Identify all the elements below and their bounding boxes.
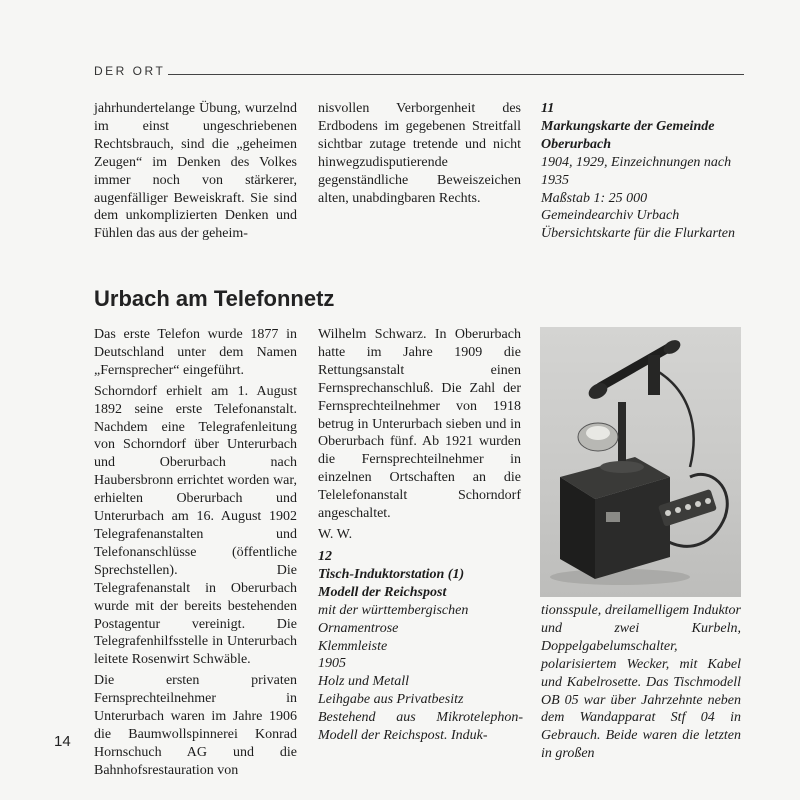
top-text-column-1 <box>94 100 297 243</box>
header-rule <box>168 74 744 75</box>
caption-11 <box>541 100 751 243</box>
section-heading: Urbach am Telefonnetz <box>94 286 335 311</box>
caption-11-title-line-1: Markungskarte der Gemeinde <box>541 118 715 134</box>
caption-11-number: 11 <box>541 101 555 116</box>
body-column-3: tionsspule, dreilamelligem Induktor und zwei Kurbeln, Doppelgabelumschalter, polarisiertem Wecker, mit Kabel und Kabelrosette. Das Tischmodell OB 05 war über Jahrzehnte neben dem Wandapparat Stf 04 in Gebrauch. Beide waren die letzten in großen <box>541 603 741 762</box>
telephone-photo <box>540 327 741 597</box>
caption-12-description: Bestehend aus Mikrotelephon-Modell der Reichspost. Induk- <box>318 710 523 744</box>
telephone-illustration <box>540 327 741 597</box>
caption-12-line-1: mit der württembergischen <box>318 602 469 618</box>
col1-paragraph-3: Die ersten privaten Fernsprechteilnehmer in Unterurbach waren im Jahre 1906 die Baumwollspinnerei Konrad Hornschuch AG und die Bahnhofsrestauration von <box>94 673 297 778</box>
col2-initials: W. W. <box>318 526 353 542</box>
caption-12-title-line-2: Modell der Reichspost <box>318 584 447 600</box>
page-number: 14 <box>54 733 71 750</box>
col1-paragraph-1: Das erste Telefon wurde 1877 in Deutschland unter dem Namen „Fernsprecher“ eingeführt. <box>94 327 297 378</box>
caption-11-archive: Gemeindearchiv Urbach <box>541 208 680 224</box>
caption-11-date-line-1: 1904, 1929, Einzeichnungen nach <box>541 154 732 170</box>
caption-12-line-5: Holz und Metall <box>318 674 409 690</box>
caption-11-title-line-2: Oberurbach <box>541 136 612 152</box>
col2-paragraph-1: Wilhelm Schwarz. In Oberurbach hatte im Jahre 1909 die Rettungsanstalt einen Fernsprechanschluß. Die Zahl der Fernsprechteilnehmer von 1918 betrug in Unterurbach sieben und in Oberurbach fünf. Ab 1921 wurden die Fernsprechteilnehmer in einzelnen Ortschaften an die Telelefonanstalt Schorndorf angeschaltet. <box>318 327 521 522</box>
top-paragraph-2: nisvollen Verborgenheit des Erdbodens im gegebenen Streitfall sichtbar zutage tretende und nicht hinwegzudisputierende gegenständliche Beweiszeichen alten, unabdingbaren Rechts. <box>318 101 521 206</box>
caption-12-title-line-1: Tisch-Induktorstation (1) <box>318 566 465 582</box>
caption-12 <box>318 548 528 745</box>
top-text-column-2 <box>318 100 521 207</box>
running-header: DER ORT <box>94 64 166 78</box>
caption-11-scale: Maßstab 1: 25 000 <box>541 190 648 206</box>
caption-12-number: 12 <box>318 549 332 564</box>
caption-11-date-line-2: 1935 <box>541 172 569 188</box>
caption-12-line-4: 1905 <box>318 656 346 672</box>
caption-11-subject: Übersichtskarte für die Flurkarten <box>541 226 736 242</box>
caption-12-line-2: Ornamentrose <box>318 620 399 636</box>
caption-12-line-6: Leihgabe aus Privatbesitz <box>318 692 464 708</box>
caption-12-line-3: Klemmleiste <box>318 638 388 654</box>
body-column-2 <box>318 326 521 544</box>
col1-paragraph-2: Schorndorf erhielt am 1. August 1892 seine erste Telefonanstalt. Nachdem eine Telegrafenleitung von Schorndorf über Unterurbach und Oberurbach nach Haubersbronn errichtet worden war, erhielten Oberurbach und Unterurbach am 16. August 1902 Telegrafenanstalten und Telefonanschlüsse (öffentliche Sprechstellen). Die Telegrafenanstalt in Oberurbach wurde mit der bereits bestehenden Postagentur vereinigt. Die Telegrafenhilfsstelle in Unterurbach leitete Rosenwirt Schwäble. <box>94 383 297 668</box>
top-paragraph-1: jahrhundertelange Übung, wurzelnd im einst ungeschriebenen Rechtsbrauch, sind die „geheimen Zeugen“ im Denken des Volkes immer noch von stärkerer, augenfälliger Beweiskraft. Sie sind dem unkomplizierten Denken und Fühlen das aus der geheim- <box>94 101 297 242</box>
body-column-1 <box>94 326 297 780</box>
